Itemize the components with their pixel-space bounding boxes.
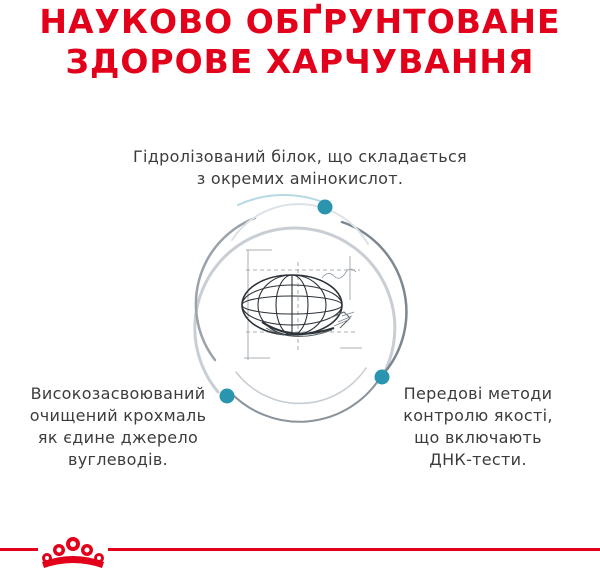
outer-orbit-arc: [195, 228, 395, 392]
feature-right-line-3: що включають: [414, 428, 542, 447]
royal-canin-crown-logo: [38, 532, 108, 572]
heading-line-1: НАУКОВО ОБҐРУНТОВАНЕ: [39, 2, 561, 41]
orbit-rings: [195, 195, 407, 422]
marker-dot-right: [375, 370, 390, 385]
marker-dot-left: [220, 389, 235, 404]
feature-top-line-1: Гідролізований білок, що складається: [133, 147, 467, 166]
feature-left-line-3: як єдине джерело: [37, 428, 199, 447]
feature-left-line-4: вуглеводів.: [68, 450, 168, 469]
feature-right-line-2: контролю якості,: [403, 406, 553, 425]
feature-right-line-1: Передові методи: [403, 384, 553, 403]
orbit-arc-bottom: [230, 378, 380, 422]
feature-left-line-2: очищений крохмаль: [29, 406, 207, 425]
heading-line-2: ЗДОРОВЕ ХАРЧУВАННЯ: [65, 42, 535, 81]
feature-top-line-2: з окремих амінокислот.: [196, 169, 404, 188]
feature-right-line-4: ДНК-тести.: [429, 450, 527, 469]
marker-dot-top: [318, 200, 333, 215]
orbit-arc-top: [238, 195, 325, 205]
sketch-lines: [244, 250, 362, 360]
feature-left-line-1: Високозасвоюваний: [30, 384, 206, 403]
inner-orbit-arc-bottom: [236, 368, 366, 403]
